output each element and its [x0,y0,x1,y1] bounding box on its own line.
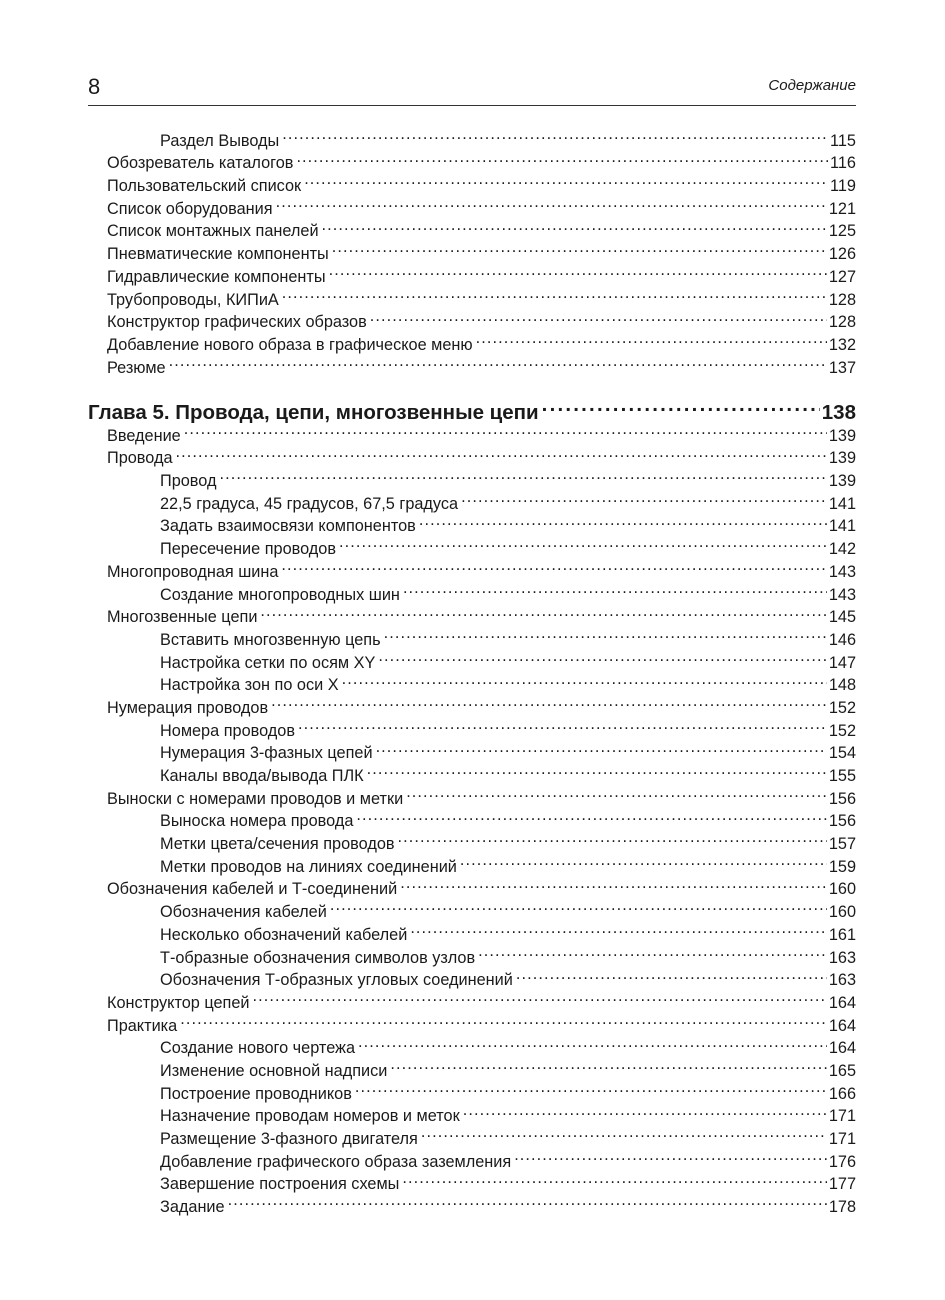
running-head: Содержание [768,77,856,94]
toc-entry-page: 141 [828,494,856,513]
toc-entry-page: 156 [828,812,856,831]
toc-entry-title: Номера проводов [160,721,295,740]
dot-leader [378,645,826,668]
toc-entry-page: 163 [828,948,856,967]
toc-entry-page: 115 [830,131,856,150]
dot-leader [228,1189,827,1212]
dot-leader [184,418,827,441]
toc-entry-page: 176 [828,1152,856,1171]
toc-entry-page: 139 [828,449,856,468]
toc-entry-title: Выноска номера провода [160,812,354,831]
toc-entry-title: Изменение основной надписи [160,1061,388,1080]
toc-entry-page: 128 [828,313,856,332]
toc-entry-title: Нумерация проводов [107,698,269,717]
toc-entry-page: 141 [828,517,856,536]
dot-leader [281,554,826,577]
toc-entry-page: 161 [828,925,856,944]
dot-leader [367,758,827,781]
dot-leader [516,963,827,986]
toc-top-block [88,123,856,377]
toc-entry-page: 156 [828,789,856,808]
dot-leader [403,577,827,600]
dot-leader [298,713,827,736]
dot-leader [304,168,828,191]
dot-leader [271,690,827,713]
toc-entry-page: 127 [828,267,856,286]
toc-entry-page: 166 [828,1084,856,1103]
dot-leader [282,282,827,305]
dot-leader [514,1144,827,1167]
toc-entry-page: 163 [828,971,856,990]
dot-leader [169,350,827,373]
dot-leader [342,668,827,691]
dot-leader [329,259,827,282]
toc-entry-page: 160 [828,880,856,899]
toc-entry-page: 116 [830,154,856,173]
toc-entry-title: Обозначения кабелей и Т-соединений [107,880,398,899]
toc-entry-page: 139 [828,472,856,491]
dot-leader [176,441,827,464]
toc-entry-page: 178 [828,1198,856,1217]
dot-leader [322,214,827,237]
toc-entry-page: 121 [828,199,856,218]
dot-leader [253,985,827,1008]
toc-entry-title: Каналы ввода/вывода ПЛК [160,767,364,785]
dot-leader [402,1167,826,1190]
toc-entry-title: Пневматические компоненты [107,245,329,264]
toc-entry-title: Несколько обозначений кабелей [160,925,408,944]
dot-leader [460,849,827,872]
toc-entry-page: 152 [828,698,856,717]
toc-entry-title: 22,5 градуса, 45 градусов, 67,5 градуса [160,494,459,513]
toc-entry-page: 146 [828,630,856,649]
toc-entry-page: 126 [828,245,856,264]
toc-entry-title: Создание нового чертежа [160,1039,356,1058]
chapter-title: Глава 5. Провода, цепи, многозвенные цепи [88,401,539,424]
toc-entry-page: 132 [828,335,856,354]
toc-entry[interactable] [88,418,856,445]
toc-entry-title: Создание многопроводных шин [160,585,400,604]
dot-leader [296,146,828,169]
dot-leader [356,804,826,827]
dot-leader [376,736,827,759]
toc-entry-title: Трубопроводы, КИПиА [107,290,279,309]
toc-entry-page: 137 [828,358,856,377]
dot-leader [478,940,827,963]
toc-entry-title: Список монтажных панелей [107,222,319,241]
dot-leader [384,622,827,645]
dot-leader [400,872,827,895]
toc-entry-page: 152 [828,721,856,740]
dot-leader [219,463,826,486]
toc-entry-title: Конструктор графических образов [107,313,367,332]
toc-entry-title: Введение [107,426,181,445]
toc-entry-title: Т-образные обозначения символов узлов [160,948,476,967]
dot-leader [355,1076,827,1099]
dot-leader [260,600,826,623]
toc-entry-title: Конструктор цепей [107,993,250,1012]
toc-entry-title: Пересечение проводов [160,540,337,559]
dot-leader [282,123,828,146]
toc-entry-title: Добавление нового образа в графическое меню [107,335,473,354]
toc-entry[interactable] [88,1031,856,1058]
toc-entry-title: Построение проводников [160,1084,352,1103]
header-rule [88,105,856,106]
dot-leader [180,1008,827,1031]
chapter-page: 138 [821,401,856,424]
dot-leader [419,509,827,532]
toc-entry-page: 148 [828,676,856,695]
toc-entry[interactable] [88,441,856,468]
toc-entry-title: Добавление графического образа заземления [160,1152,512,1171]
toc-entry-title: Настройка сетки по осям XY [160,653,376,672]
dot-leader [421,1121,827,1144]
toc-entry-page: 143 [828,585,856,604]
toc-entry-title: Назначение проводам номеров и меток [160,1107,460,1126]
toc-entry-page: 154 [828,744,856,763]
toc-entry-title: Раздел Выводы [160,131,280,150]
toc-entry-title: Задание [160,1198,225,1217]
toc-entry-title: Обозреватель каталогов [107,154,294,173]
toc-entry-title: Завершение построения схемы [160,1175,400,1194]
toc-entry-page: 119 [830,177,856,196]
toc-entry[interactable] [88,123,856,150]
toc-entry-page: 164 [828,1016,856,1035]
toc-entry-title: Обозначения кабелей [160,903,327,922]
toc-entry-title: Метки цвета/сечения проводов [160,835,395,854]
toc-entry-page: 164 [828,993,856,1012]
dot-leader [332,236,827,259]
dot-leader [542,391,820,419]
chapter-heading[interactable] [88,391,856,424]
dot-leader [406,781,827,804]
toc-entry-title: Многозвенные цепи [107,608,258,627]
toc-entry-title: Размещение 3-фазного двигателя [160,1130,418,1148]
dot-leader [330,894,827,917]
dot-leader [390,1053,826,1076]
toc-entry[interactable] [88,463,856,491]
toc-entry-page: 128 [828,290,856,309]
toc-entry-title: Гидравлические компоненты [107,267,326,286]
toc-entry-page: 143 [828,562,856,581]
toc-entry-title: Резюме [107,358,166,377]
toc-entry[interactable] [88,1008,856,1035]
dot-leader [358,1031,827,1054]
toc-entry-title: Пользовательский список [107,177,302,196]
toc-entry-page: 142 [828,540,856,559]
toc-entry-page: 157 [828,835,856,854]
dot-leader [276,191,827,214]
dot-leader [410,917,827,940]
toc-entry-title: Многопроводная шина [107,562,279,581]
toc-entry-title: Провода [107,449,173,468]
dot-leader [398,826,827,849]
toc-entry-page: 145 [828,608,856,627]
page-number: 8 [88,74,101,99]
toc-entry-page: 164 [828,1039,856,1058]
dot-leader [476,327,827,350]
toc-chapter-block [88,418,856,1217]
toc-entry-page: 171 [828,1130,856,1148]
toc-entry-title: Выноски с номерами проводов и метки [107,789,404,808]
toc-entry-title: Задать взаимосвязи компонентов [160,517,416,536]
toc-entry-title: Практика [107,1016,178,1035]
toc-entry-page: 177 [828,1175,856,1194]
toc-entry-title: Нумерация 3-фазных цепей [160,744,373,763]
dot-leader [461,486,827,509]
toc-entry-page: 165 [828,1061,856,1080]
toc-entry-page: 139 [828,426,856,445]
toc-entry-title: Вставить многозвенную цепь [160,630,381,649]
toc-entry-title: Метки проводов на линиях соединений [160,857,457,876]
toc-entry-title: Провод [160,472,217,491]
toc-entry-page: 159 [828,857,856,876]
toc-entry-page: 155 [828,767,856,785]
toc-entry[interactable] [88,350,856,377]
toc-entry-title: Список оборудования [107,199,273,218]
toc-entry-page: 125 [828,222,856,241]
toc-entry-page: 147 [828,653,856,672]
toc-entry-page: 160 [828,903,856,922]
toc-entry-page: 171 [828,1107,856,1126]
toc-entry-title: Настройка зон по оси X [160,676,339,695]
dot-leader [463,1099,827,1122]
dot-leader [339,531,827,554]
dot-leader [370,305,827,328]
toc-entry-title: Обозначения Т-образных угловых соединений [160,971,513,990]
